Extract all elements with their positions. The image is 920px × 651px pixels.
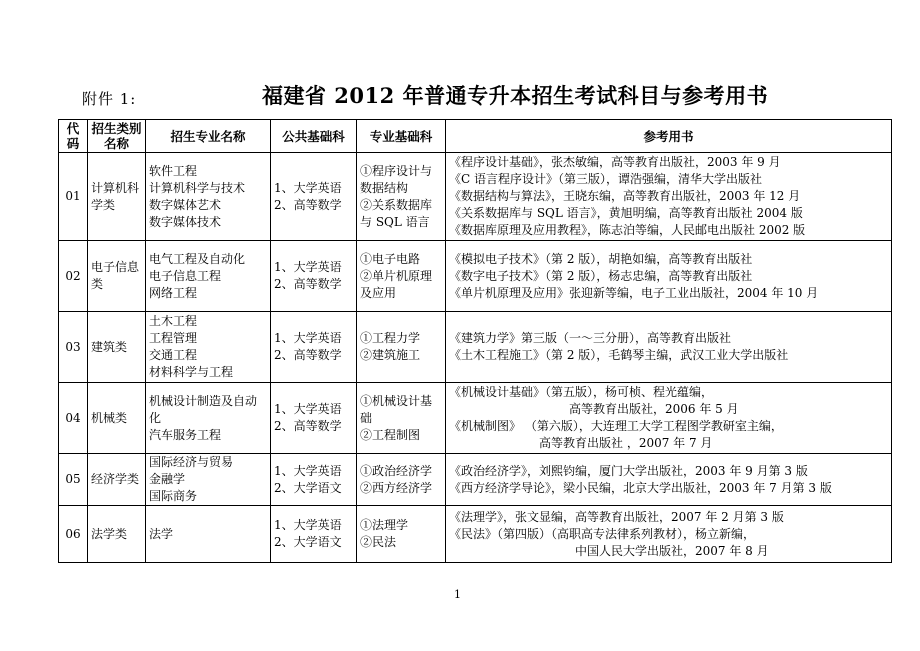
major-subject: ①政治经济学: [360, 463, 433, 478]
major-subject: ②西方经济学: [360, 480, 433, 495]
public-subject: 2、高等数学: [274, 277, 342, 291]
page-title: 福建省 2012 年普通专升本招生考试科目与参考用书: [262, 83, 769, 108]
public-subject: 2、大学语文: [274, 535, 342, 549]
book-item: 《数据库原理及应用教程》，陈志泊等编，人民邮电出版社 2002 版: [449, 223, 806, 237]
header-majors: 招生专业名称: [146, 120, 271, 153]
public-subject: 2、高等数学: [274, 419, 342, 433]
public-subject: 1、大学英语: [274, 518, 342, 532]
public-subject: 2、大学语文: [274, 480, 342, 495]
book-item: 《机械设计基础》（第五版），杨可桢、程光蕴编，: [449, 385, 714, 399]
major-item: 土木工程: [149, 314, 198, 328]
row-category: 建筑类: [88, 312, 146, 383]
major-subject: ②建筑施工: [360, 348, 421, 362]
major-item: 金融学: [149, 472, 186, 486]
major-subject: ②关系数据库与 SQL 语言: [360, 197, 433, 229]
row-code: 03: [59, 312, 88, 383]
book-item: 《西方经济学导论》，梁小民编，北京大学出版社，2003 年 7 月第 3 版: [449, 480, 832, 495]
row-books: [446, 312, 892, 383]
row-code: 02: [59, 241, 88, 312]
book-item: 《民法》（第四版）（高职高专法律系列教材），杨立新编，: [449, 526, 756, 541]
row-category: 经济学类: [88, 454, 146, 506]
table-row: [59, 153, 892, 241]
row-code: 01: [59, 153, 88, 241]
public-subject: 1、大学英语: [274, 260, 342, 274]
major-item: 电子信息工程: [149, 268, 222, 283]
book-item: 《数字电子技术》（第 2 版），杨志忠编，高等教育出版社: [449, 268, 753, 283]
row-category: 法学类: [88, 506, 146, 563]
major-item: 法学: [149, 526, 174, 541]
book-item: 《模拟电子技术》（第 2 版），胡艳如编，高等教育出版社: [449, 251, 753, 266]
row-subjects: [357, 241, 446, 312]
header-major-basics: 专业基础科: [357, 120, 446, 153]
exam-subjects-table: [58, 119, 892, 563]
major-item: 计算机科学与技术: [149, 180, 246, 195]
public-subject: 2、高等数学: [274, 197, 342, 212]
row-majors: [146, 454, 271, 506]
row-public: [271, 383, 357, 454]
attachment-label: 附件 1:: [82, 90, 137, 108]
row-public: [271, 454, 357, 506]
major-subject: ①法理学: [360, 518, 409, 532]
row-code: 05: [59, 454, 88, 506]
book-item: 高等教育出版社 ，2007 年 7 月: [539, 436, 713, 450]
public-subject: 2、高等数学: [274, 348, 342, 362]
book-item: 《机械制图》 （第六版），大连理工大学工程图学教研室主编，: [449, 419, 783, 433]
header-category: 招生类别名称: [88, 120, 146, 153]
row-category: 电子信息类: [88, 241, 146, 312]
row-majors: [146, 312, 271, 383]
row-majors: [146, 506, 271, 563]
table-row: [59, 312, 892, 383]
row-category: 计算机科学类: [88, 153, 146, 241]
public-subject: 1、大学英语: [274, 331, 342, 345]
major-subject: ①电子电路: [360, 251, 421, 266]
major-item: 交通工程: [149, 348, 198, 362]
book-item: 《C 语言程序设计》（第三版），谭浩强编，清华大学出版社: [449, 172, 762, 186]
public-subject: 1、大学英语: [274, 402, 342, 416]
major-item: 电气工程及自动化: [149, 251, 246, 266]
major-item: 国际商务: [149, 489, 198, 503]
table-row: [59, 506, 892, 563]
book-item: 《土木工程施工》（第 2 版），毛鹤琴主编，武汉工业大学出版社: [449, 348, 789, 362]
major-item: 国际经济与贸易: [149, 455, 234, 469]
row-books: [446, 454, 892, 506]
major-item: 材料科学与工程: [149, 365, 234, 379]
row-category: 机械类: [88, 383, 146, 454]
major-item: 机械设计制造及自动化: [149, 393, 258, 425]
book-item: 《程序设计基础》，张杰敏编，高等教育出版社，2003 年 9 月: [449, 155, 781, 169]
major-subject: ①机械设计基础: [360, 393, 433, 425]
book-item: 《法理学》，张文显编，高等教育出版社，2007 年 2 月第 3 版: [449, 509, 784, 524]
row-books: [446, 506, 892, 563]
book-item: 《政治经济学》，刘熙钧编，厦门大学出版社，2003 年 9 月第 3 版: [449, 463, 808, 478]
page-number: 1: [454, 588, 461, 601]
book-item: 《单片机原理及应用》张迎新等编，电子工业出版社，2004 年 10 月: [449, 285, 819, 300]
book-item: 《数据结构与算法》，王晓东编，高等教育出版社，2003 年 12 月: [449, 189, 801, 203]
row-majors: [146, 153, 271, 241]
row-majors: [146, 241, 271, 312]
row-public: [271, 506, 357, 563]
row-public: [271, 312, 357, 383]
row-books: [446, 383, 892, 454]
row-code: 04: [59, 383, 88, 454]
header-books: 参考用书: [446, 120, 892, 153]
major-subject: ②民法: [360, 535, 397, 549]
book-item: 中国人民大学出版社，2007 年 8 月: [575, 543, 769, 558]
major-subject: ①工程力学: [360, 331, 421, 345]
table-row: [59, 383, 892, 454]
public-subject: 1、大学英语: [274, 463, 342, 478]
book-item: 高等教育出版社，2006 年 5 月: [569, 402, 739, 416]
row-public: [271, 241, 357, 312]
header-public-basics: 公共基础科: [271, 120, 357, 153]
major-item: 数字媒体技术: [149, 214, 222, 229]
public-subject: 1、大学英语: [274, 180, 342, 195]
table-header-row: [59, 120, 892, 153]
major-subject: ①程序设计与数据结构: [360, 163, 433, 195]
major-item: 软件工程: [149, 163, 198, 178]
major-item: 数字媒体艺术: [149, 197, 222, 212]
major-item: 工程管理: [149, 331, 198, 345]
major-subject: ②单片机原理及应用: [360, 268, 433, 300]
row-books: [446, 241, 892, 312]
row-subjects: [357, 506, 446, 563]
major-subject: ②工程制图: [360, 427, 421, 442]
row-majors: [146, 383, 271, 454]
book-item: 《关系数据库与 SQL 语言》，黄旭明编，高等教育出版社 2004 版: [449, 206, 803, 220]
header-code: 代码: [59, 120, 88, 153]
major-item: 汽车服务工程: [149, 427, 222, 442]
table-row: [59, 454, 892, 506]
book-item: 《建筑力学》第三版（一～三分册），高等教育出版社: [449, 331, 732, 345]
table-row: [59, 241, 892, 312]
row-subjects: [357, 153, 446, 241]
row-subjects: [357, 454, 446, 506]
row-subjects: [357, 312, 446, 383]
major-item: 网络工程: [149, 285, 198, 300]
row-code: 06: [59, 506, 88, 563]
row-public: [271, 153, 357, 241]
row-subjects: [357, 383, 446, 454]
row-books: [446, 153, 892, 241]
